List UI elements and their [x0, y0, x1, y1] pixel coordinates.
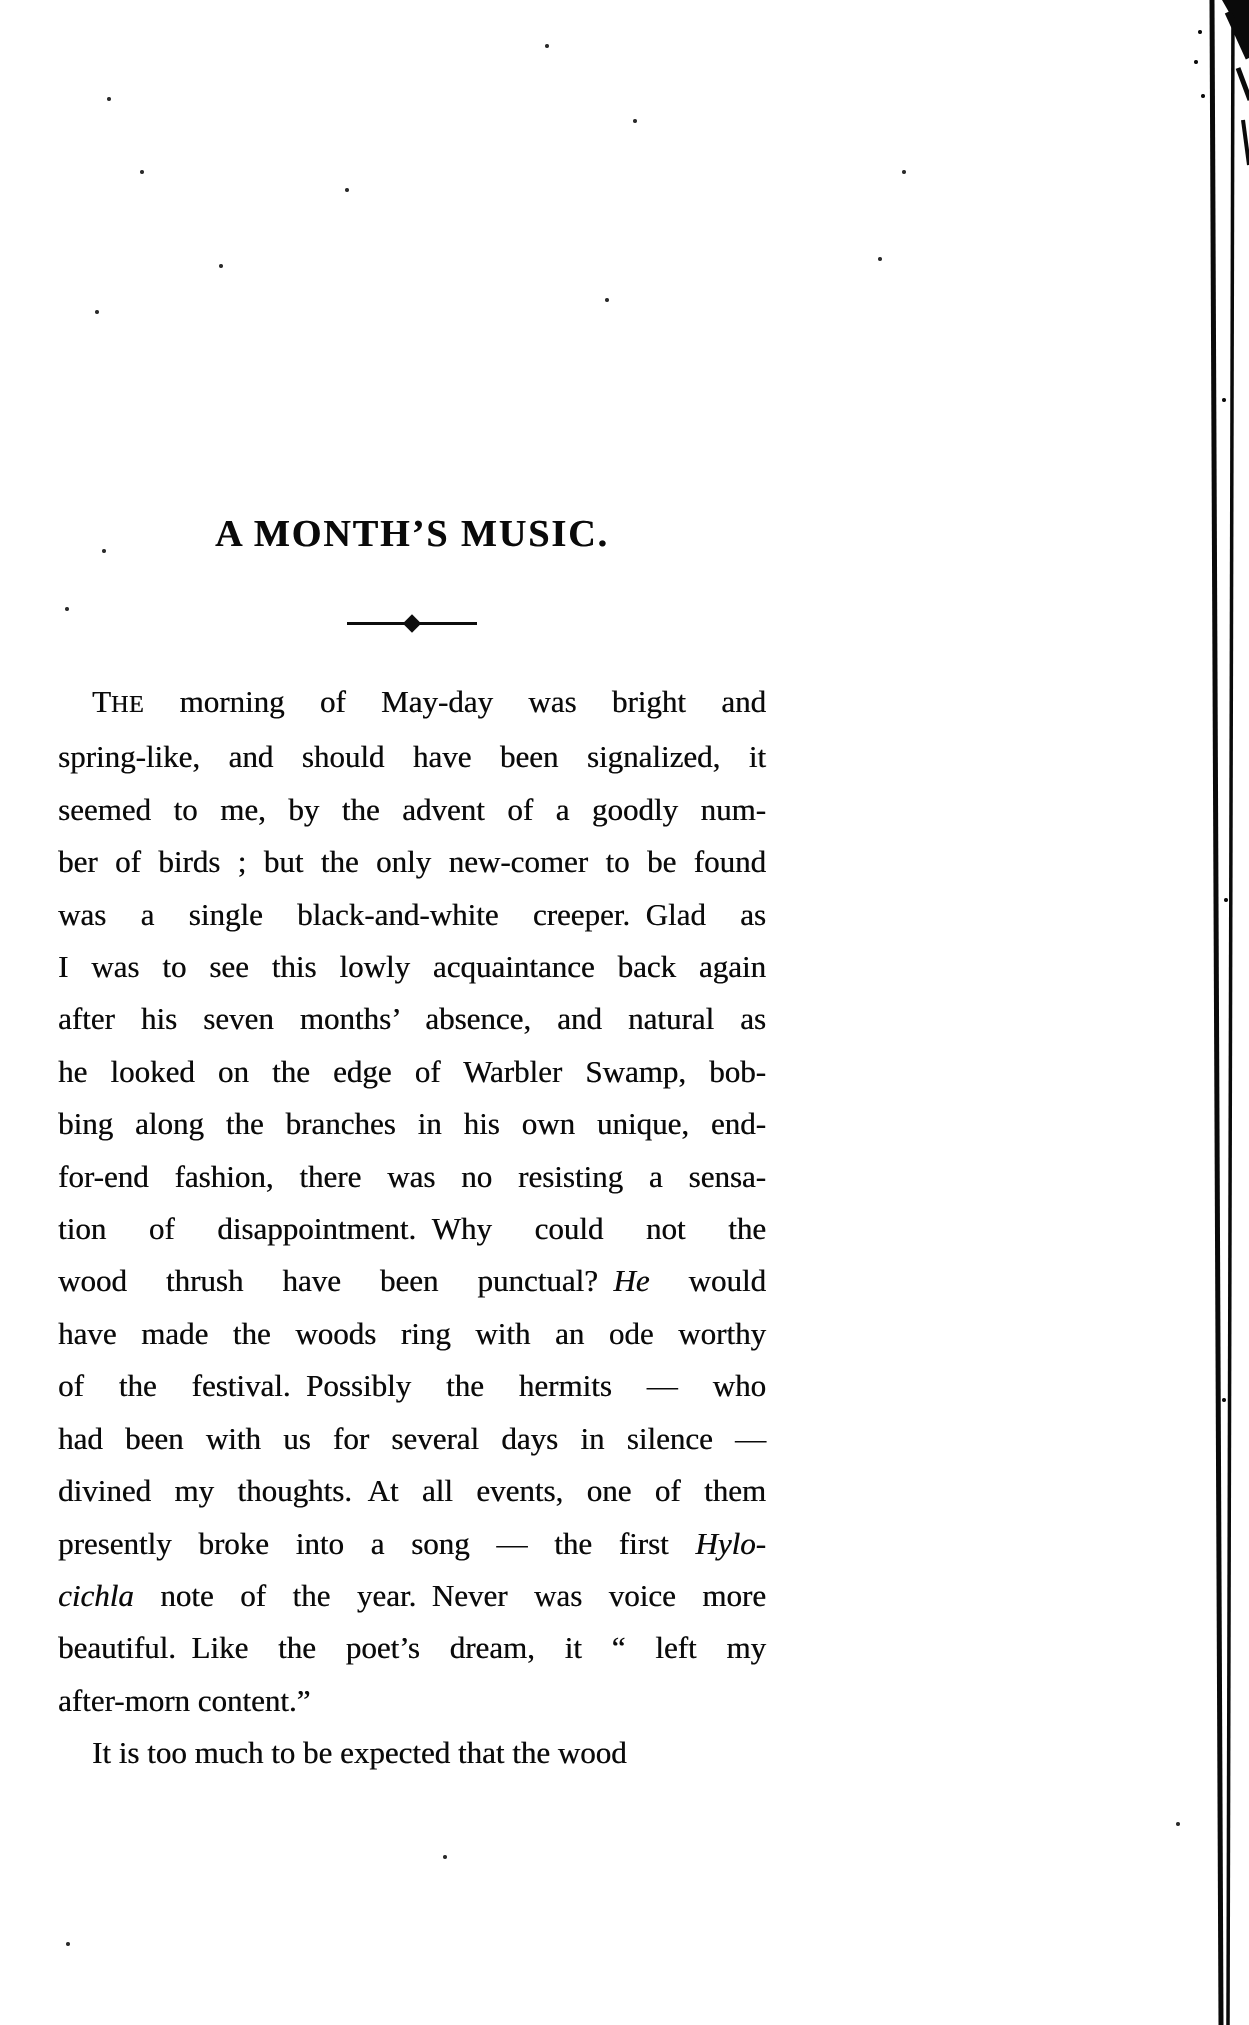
- text-segment: had been with us for several days in silence —: [58, 1420, 766, 1456]
- text-line: [58, 1465, 766, 1517]
- scan-speck: [878, 257, 882, 261]
- scan-speck: [65, 607, 69, 611]
- text-line: [58, 993, 766, 1045]
- scan-speck: [345, 188, 349, 192]
- body-text: [58, 676, 766, 1780]
- divider-diamond-icon: [403, 614, 421, 632]
- text-segment: for-end fashion, there was no resisting a sensa-: [58, 1158, 766, 1194]
- text-segment: after his seven months’ absence, and natural as: [58, 1001, 766, 1037]
- text-line: [58, 1255, 766, 1307]
- text-line: [58, 1203, 766, 1255]
- text-segment: wood thrush have been punctual?: [58, 1263, 614, 1299]
- text-line: [58, 889, 766, 941]
- text-line: [58, 1570, 766, 1622]
- scan-speck: [107, 97, 111, 101]
- text-segment: of the festival. Possibly the hermits — who: [58, 1368, 766, 1404]
- scan-speck: [545, 44, 549, 48]
- scan-speck: [95, 310, 99, 314]
- scan-speck: [605, 298, 609, 302]
- text-line: [58, 1046, 766, 1098]
- text-line: [58, 1308, 766, 1360]
- text-segment: ber of birds ; but the only new-comer to be found: [58, 844, 766, 880]
- scan-speck: [140, 170, 144, 174]
- text-segment: beautiful. Like the poet’s dream, it “ left my: [58, 1630, 766, 1666]
- text-segment: tion of disappointment. Why could not the: [58, 1211, 766, 1247]
- text-segment: T: [92, 684, 111, 719]
- text-line: [58, 1727, 766, 1779]
- text-line: [58, 784, 766, 836]
- text-segment: HE: [110, 691, 145, 718]
- text-segment: I was to see this lowly acquaintance back again: [58, 949, 766, 985]
- scan-speck: [443, 1855, 447, 1859]
- text-line: [58, 1675, 766, 1727]
- text-segment: after-morn content.”: [58, 1682, 311, 1718]
- scan-speck: [102, 549, 106, 553]
- scan-speck: [66, 1942, 70, 1946]
- text-segment: morning of May-day was bright and: [144, 684, 766, 719]
- text-line: [58, 1622, 766, 1674]
- text-line: [58, 941, 766, 993]
- chapter-title: A MONTH’S MUSIC.: [214, 513, 610, 555]
- text-segment: was a single black-and-white creeper. Glad as: [58, 896, 766, 932]
- italic-text: He: [613, 1263, 650, 1299]
- text-line: [58, 1413, 766, 1465]
- section-divider: [347, 616, 477, 632]
- text-segment: spring-like, and should have been signalized, it: [58, 739, 766, 775]
- italic-text: Hylo-: [695, 1525, 766, 1561]
- text-line: [58, 731, 766, 783]
- text-segment: have made the woods ring with an ode worthy: [58, 1315, 766, 1351]
- text-segment: seemed to me, by the advent of a goodly num-: [58, 791, 766, 827]
- text-line: [58, 1518, 766, 1570]
- scan-speck: [219, 264, 223, 268]
- text-segment: he looked on the edge of Warbler Swamp, bob-: [58, 1053, 766, 1089]
- scan-speck: [902, 170, 906, 174]
- text-segment: It is too much to be expected that the wood: [92, 1735, 627, 1771]
- text-segment: would: [649, 1263, 766, 1299]
- text-line: [58, 1098, 766, 1150]
- text-line: [58, 1360, 766, 1412]
- text-segment: note of the year. Never was voice more: [133, 1577, 766, 1613]
- italic-text: cichla: [58, 1577, 134, 1613]
- text-line: [58, 676, 766, 731]
- text-segment: divined my thoughts. At all events, one of them: [58, 1473, 766, 1509]
- text-segment: presently broke into a song — the first: [58, 1525, 696, 1561]
- text-line: [58, 836, 766, 888]
- scan-speck: [633, 119, 637, 123]
- text-line: [58, 1151, 766, 1203]
- scan-speck: [1176, 1822, 1180, 1826]
- text-segment: bing along the branches in his own unique, end-: [58, 1106, 766, 1142]
